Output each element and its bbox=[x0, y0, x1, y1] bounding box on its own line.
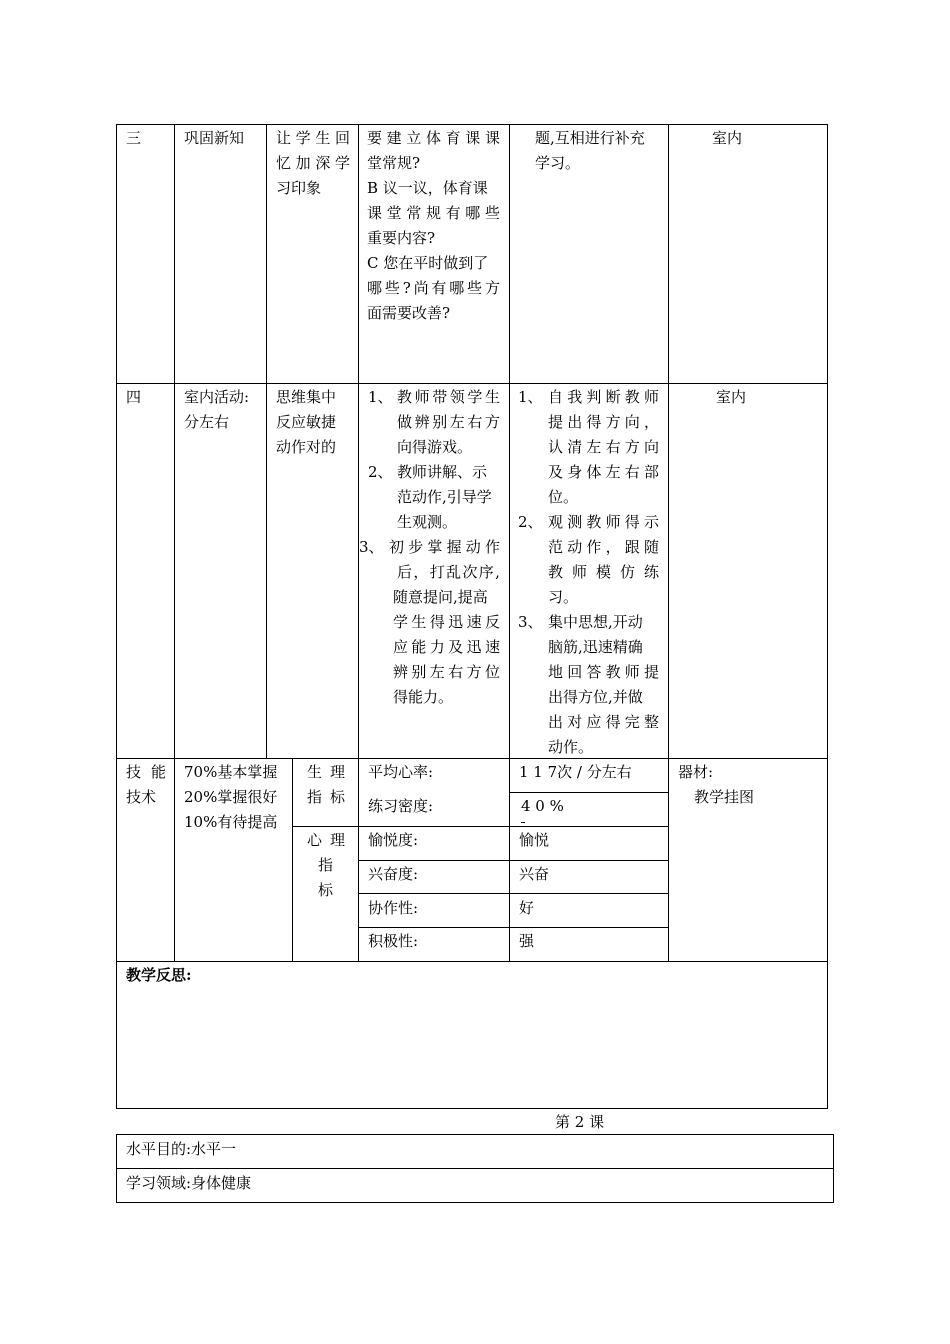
student-line: 范 动 作 ， 跟 随 bbox=[548, 538, 659, 556]
table-border bbox=[358, 927, 669, 928]
section-title: 巩固新知 bbox=[184, 129, 245, 147]
student-line: 提 出 得 方 向 ， bbox=[548, 413, 659, 431]
location-cell: 室内 bbox=[716, 388, 747, 406]
indicator-name: 练习密度: bbox=[368, 797, 434, 815]
teacher-line: 初 步 掌 握 动 作 bbox=[389, 538, 500, 556]
indicator-name: 协作性: bbox=[368, 899, 419, 917]
indicator-value: 好 bbox=[519, 899, 535, 917]
student-line: 脑筋,迅速精确 bbox=[548, 638, 643, 656]
table-border bbox=[358, 893, 669, 894]
table-border bbox=[116, 1134, 117, 1203]
psychological-label: 指 bbox=[318, 856, 334, 874]
teacher-line: 后 ， 打 乱 次 序 , bbox=[397, 563, 500, 581]
teacher-line: 生观测。 bbox=[397, 513, 458, 531]
table-border bbox=[266, 124, 267, 758]
list-marker: 3、 bbox=[359, 538, 384, 556]
teacher-line: 教 师 带 领 学 生 bbox=[397, 388, 500, 406]
indicator-name: 兴奋度: bbox=[368, 865, 419, 883]
lesson-heading: 第 2 课 bbox=[555, 1113, 605, 1131]
objective-line: 动作对的 bbox=[276, 438, 337, 456]
objective-line: 习印象 bbox=[276, 179, 322, 197]
table-border bbox=[833, 1134, 834, 1203]
student-line: 认 清 左 右 方 向 bbox=[548, 438, 659, 456]
table-border bbox=[292, 758, 293, 961]
teacher-line: 面需要改善? bbox=[367, 304, 451, 322]
indicator-name: 平均心率: bbox=[368, 763, 434, 781]
teacher-line: 做 辨 别 左 右 方 bbox=[397, 413, 500, 431]
student-line: 学习。 bbox=[535, 154, 581, 172]
teacher-line: 课 堂 常 规 有 哪 些 bbox=[367, 204, 500, 222]
list-marker: 1、 bbox=[368, 388, 393, 406]
objective-line: 忆 加 深 学 bbox=[276, 154, 350, 172]
teacher-line: 要 建 立 体 育 课 课 bbox=[367, 129, 500, 147]
teacher-line: 范动作,引导学 bbox=[397, 488, 492, 506]
student-line: 题,互相进行补充 bbox=[535, 129, 645, 147]
student-line: 自 我 判 断 教 师 bbox=[548, 388, 659, 406]
equipment-label: 器材: bbox=[678, 763, 714, 781]
list-marker: 1、 bbox=[518, 388, 543, 406]
table-border bbox=[116, 961, 828, 962]
teacher-line: 向得游戏。 bbox=[397, 438, 473, 456]
student-line: 习。 bbox=[548, 588, 579, 606]
section-number: 三 bbox=[126, 129, 142, 147]
skills-label: 技 能 bbox=[126, 763, 166, 781]
student-line: 出 对 应 得 完 整 bbox=[548, 713, 659, 731]
skills-label: 技术 bbox=[126, 788, 157, 806]
mastery-level: 70%基本掌握 bbox=[184, 763, 278, 781]
table-border bbox=[174, 124, 175, 961]
table-border bbox=[116, 1168, 834, 1169]
student-line: 地 回 答 教 师 提 bbox=[548, 663, 659, 681]
teacher-line: 重要内容? bbox=[367, 229, 436, 247]
table-border bbox=[116, 124, 117, 1109]
list-marker: 3、 bbox=[518, 613, 543, 631]
table-border bbox=[116, 758, 828, 759]
student-line: 集中思想,开动 bbox=[548, 613, 643, 631]
objective-line: 反应敏捷 bbox=[276, 413, 337, 431]
indicator-name: 愉悦度: bbox=[368, 831, 419, 849]
teacher-line: 教师讲解、示 bbox=[397, 463, 488, 481]
mastery-level: 10%有待提高 bbox=[184, 813, 278, 831]
section-number: 四 bbox=[126, 388, 142, 406]
table-border bbox=[116, 1108, 828, 1109]
list-marker: 2、 bbox=[368, 463, 393, 481]
student-line: 及 身 体 左 右 部 bbox=[548, 463, 659, 481]
student-line: 教 师 模 仿 练 bbox=[548, 563, 659, 581]
teacher-line: B 议一议，体育课 bbox=[367, 179, 488, 197]
table-border bbox=[116, 1134, 834, 1135]
table-border bbox=[668, 124, 669, 961]
student-line: 出得方位,并做 bbox=[548, 688, 643, 706]
indicator-value: 兴奋 bbox=[519, 865, 550, 883]
level-goal: 水平目的:水平一 bbox=[126, 1140, 237, 1158]
objective-line: 让 学 生 回 bbox=[276, 129, 350, 147]
psychological-label: 标 bbox=[318, 881, 334, 899]
table-border bbox=[116, 1202, 834, 1203]
indicator-value: 4 0 % bbox=[521, 797, 564, 815]
reflection-label: 教学反思: bbox=[126, 966, 192, 984]
list-marker: 2、 bbox=[518, 513, 543, 531]
teacher-line: 辨 别 左 右 方 位 bbox=[393, 663, 500, 681]
physiological-label: 生 理 bbox=[307, 763, 345, 781]
table-border bbox=[358, 860, 669, 861]
psychological-label: 心 理 bbox=[307, 831, 345, 849]
indicator-value: 愉悦 bbox=[519, 831, 550, 849]
student-line: 动作。 bbox=[548, 738, 594, 756]
indicator-name: 积极性: bbox=[368, 932, 419, 950]
table-border bbox=[292, 826, 669, 827]
teacher-line: 哪 些 ? 尚 有 哪 些 方 bbox=[367, 279, 500, 297]
teacher-line: 应 能 力 及 迅 速 bbox=[393, 638, 500, 656]
table-border bbox=[116, 124, 828, 125]
indicator-value: 强 bbox=[519, 932, 535, 950]
location-cell: 室内 bbox=[712, 129, 743, 147]
indicator-value: 1 1 7次 / 分左右 bbox=[519, 763, 632, 781]
teacher-line: 随意提问,提高 bbox=[393, 588, 488, 606]
table-border bbox=[509, 792, 669, 793]
mastery-level: 20%掌握很好 bbox=[184, 788, 278, 806]
teacher-line: 得能力。 bbox=[393, 688, 454, 706]
learning-domain: 学习领域:身体健康 bbox=[126, 1174, 252, 1192]
underline-mark bbox=[521, 822, 525, 823]
student-line: 观 测 教 师 得 示 bbox=[548, 513, 659, 531]
teacher-line: 学 生 得 迅 速 反 bbox=[393, 613, 500, 631]
student-line: 位。 bbox=[548, 488, 579, 506]
table-border bbox=[116, 383, 828, 384]
section-title: 分左右 bbox=[184, 413, 230, 431]
objective-line: 思维集中 bbox=[276, 388, 337, 406]
table-border bbox=[509, 124, 510, 961]
section-title: 室内活动: bbox=[184, 388, 250, 406]
equipment-value: 教学挂图 bbox=[694, 788, 755, 806]
physiological-label: 指 标 bbox=[307, 788, 345, 806]
teacher-line: C 您在平时做到了 bbox=[367, 254, 489, 272]
teacher-line: 堂常规? bbox=[367, 154, 421, 172]
table-border bbox=[827, 124, 828, 1109]
